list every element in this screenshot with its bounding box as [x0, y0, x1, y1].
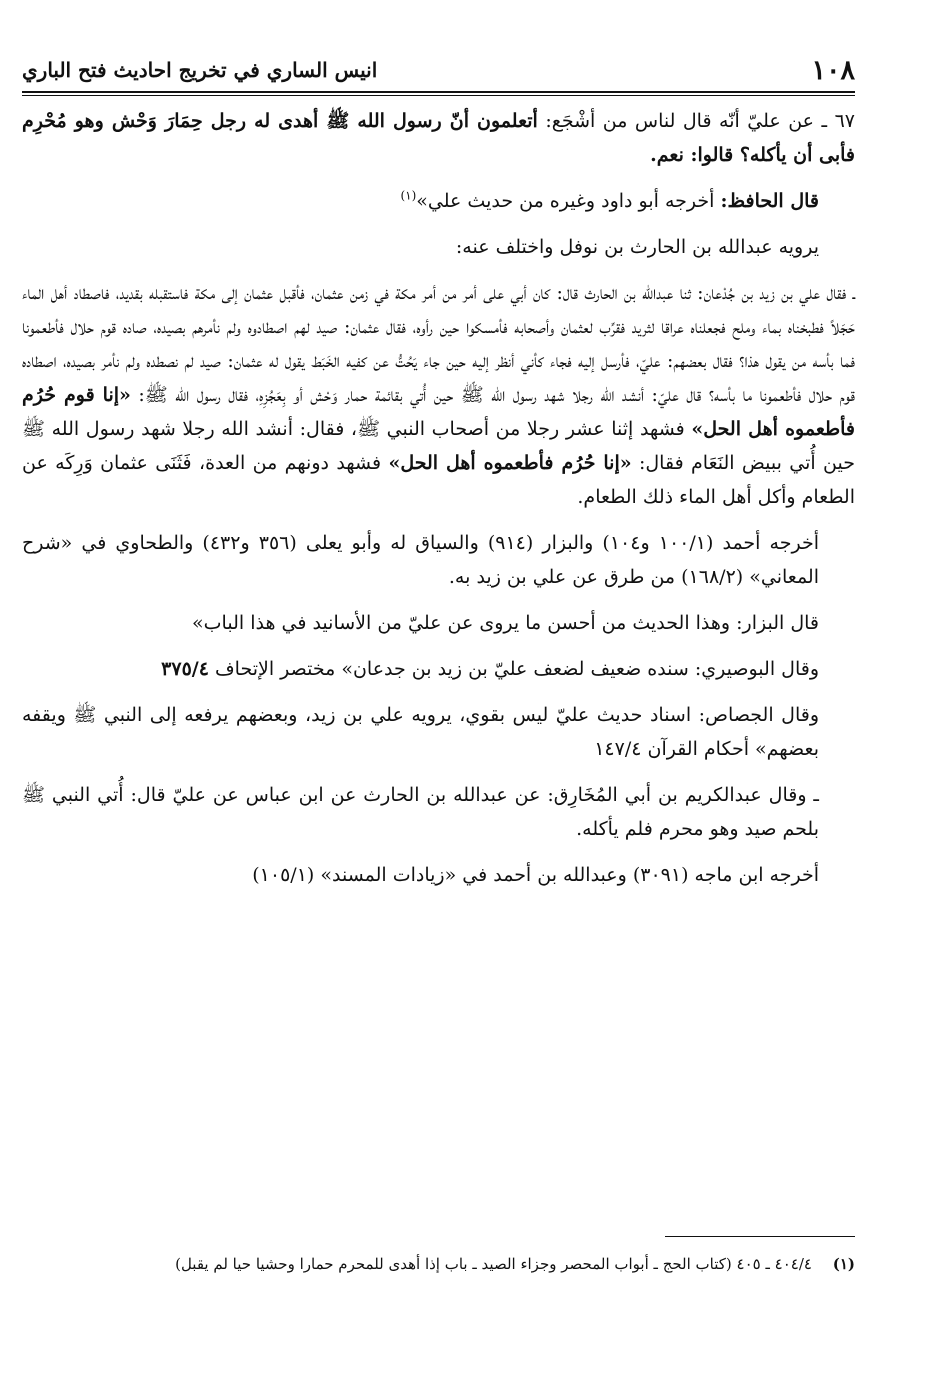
takhrij-paragraph-2: أخرجه ابن ماجه (٣٠٩١) وعبدالله بن أحمد في «زيادات المسند» (١٠٥/١)	[252, 864, 819, 886]
page-number: ١٠٨	[811, 54, 855, 86]
busiri-reference: ٣٧٥/٤	[161, 658, 209, 680]
bazzar-comment: قال البزار: وهذا الحديث من أحسن ما يروى عن عليّ من الأسانيد في هذا الباب»	[192, 612, 819, 634]
main-narration	[22, 276, 855, 514]
narration-part-2: فشهد إثنا عشر رجلا من أصحاب النبي ﷺ، فقال: أنشد الله رجلا شهد رسول الله ﷺ حين أُتي ببيض النَعَام فقال:	[22, 418, 855, 474]
page-body	[22, 104, 855, 904]
hafiz-text: أخرجه أبو داود وغيره من حديث علي»	[416, 190, 715, 212]
header-rule	[22, 91, 855, 93]
busiri-comment	[22, 652, 855, 686]
narration-part-1: ـ فقال علي بن زيد بن جُدْعان: ثنا عبدالله بن الحارث قال: كان أبي على أمر من أمر مكة في زمن عثمان، فأقبل عثمان إلى مكة فاستقبله بقديد، فاصطاد أهل الماء حَجَلاً فطبخناه بماء وملح فجعلناه عراقا لثريد فقرِّب لعثمان وأصحابه فأمسكوا حين رأوه، فقال عثمان: صيد لهم اصطادوه ولم نأمرهم بصيده، صاده قوم حلال فأطعمونا فما بأسه من يقول هذا؟ فقال بعضهم: عليّ، فأرسل إليه فجاء كأني أنظر إليه حين جاء يَحُتُّ عن كفيه الخَبَط يقول له عثمان: صيد لم نصطده ولم نأمر بصيده، اصطاده قوم حلال فأطعمونا ما بأسه؟ قال عليّ: أنشد الله رجلا شهد رسول الله ﷺ حين أُتي بقائمة حمار وَحْش أو بِعَجُزِهِ، فقال رسول الله ﷺ:	[22, 282, 855, 406]
takhrij-paragraph-1: أخرجه أحمد (١٠٠/١ و١٠٤) والبزار (٩١٤) والسياق له وأبو يعلى (٣٥٦ و٤٣٢) والطحاوي في «شرح المعاني» (١٦٨/٢) من طرق عن علي بن زيد به.	[22, 532, 819, 588]
hafiz-label: قال الحافظ:	[720, 190, 819, 212]
busiri-text: وقال البوصيري: سنده ضعيف لضعف عليّ بن زيد بن جدعان» مختصر الإتحاف	[214, 658, 819, 680]
narration-intro: يرويه عبدالله بن الحارث بن نوفل واختلف عنه:	[455, 236, 819, 258]
footnote-text: ٤٠٤/٤ ـ ٤٠٥ (كتاب الحج ـ أبواب المحصر وجزاء الصيد ـ باب إذا أهدى للمحرم حمارا وحشيا حيا لم يقبل)	[175, 1255, 812, 1273]
hadith-text: أتعلمون أنّ رسول الله ﷺ أهدى له رجل حِمَارَ وَحْش وهو مُحْرِم فأبى أن يأكله؟ قالوا: نعم.	[22, 110, 855, 166]
hadith-paragraph	[22, 104, 855, 172]
page-header	[22, 48, 855, 92]
prophetic-quote-2: «إنا حُرُم فأطعموه أهل الحل»	[388, 452, 632, 474]
jassas-reference: ١٤٧/٤	[594, 738, 642, 760]
abdulkarim-narration: ـ وقال عبدالكريم بن أبي المُخَارِق: عن عبدالله بن الحارث عن ابن عباس عن عليّ قال: أُتي النبي ﷺ بلحم صيد وهو محرم فلم يأكله.	[22, 784, 819, 840]
jassas-comment	[22, 698, 855, 766]
hafiz-paragraph	[22, 184, 855, 218]
running-title: انيس الساري في تخريج احاديث فتح الباري	[22, 58, 378, 82]
footnote	[22, 1248, 855, 1280]
prophetic-quote-1: «إنا قوم حُرُم فأطعموه أهل الحل»	[22, 384, 855, 440]
hadith-intro: عن عليّ أنّه قال لناس من أشْجَع:	[545, 110, 815, 132]
jassas-text: وقال الجصاص: اسناد حديث عليّ ليس بقوي، يرويه علي بن زيد، وبعضهم يرفعه إلى النبي ﷺ ويقفه بعضهم» أحكام القرآن	[22, 704, 819, 760]
header-rule-thin	[22, 95, 855, 96]
footnote-mark: (١)	[832, 1255, 855, 1273]
narration-part-3: فشهد دونهم من العدة، فَثَنَى عثمان وَرِكَه عن الطعام وأكل أهل الماء ذلك الطعام.	[22, 452, 855, 508]
footnote-reference: (١)	[400, 188, 417, 203]
hadith-number: ٦٧ ـ	[821, 110, 855, 132]
footnote-separator	[665, 1236, 855, 1237]
